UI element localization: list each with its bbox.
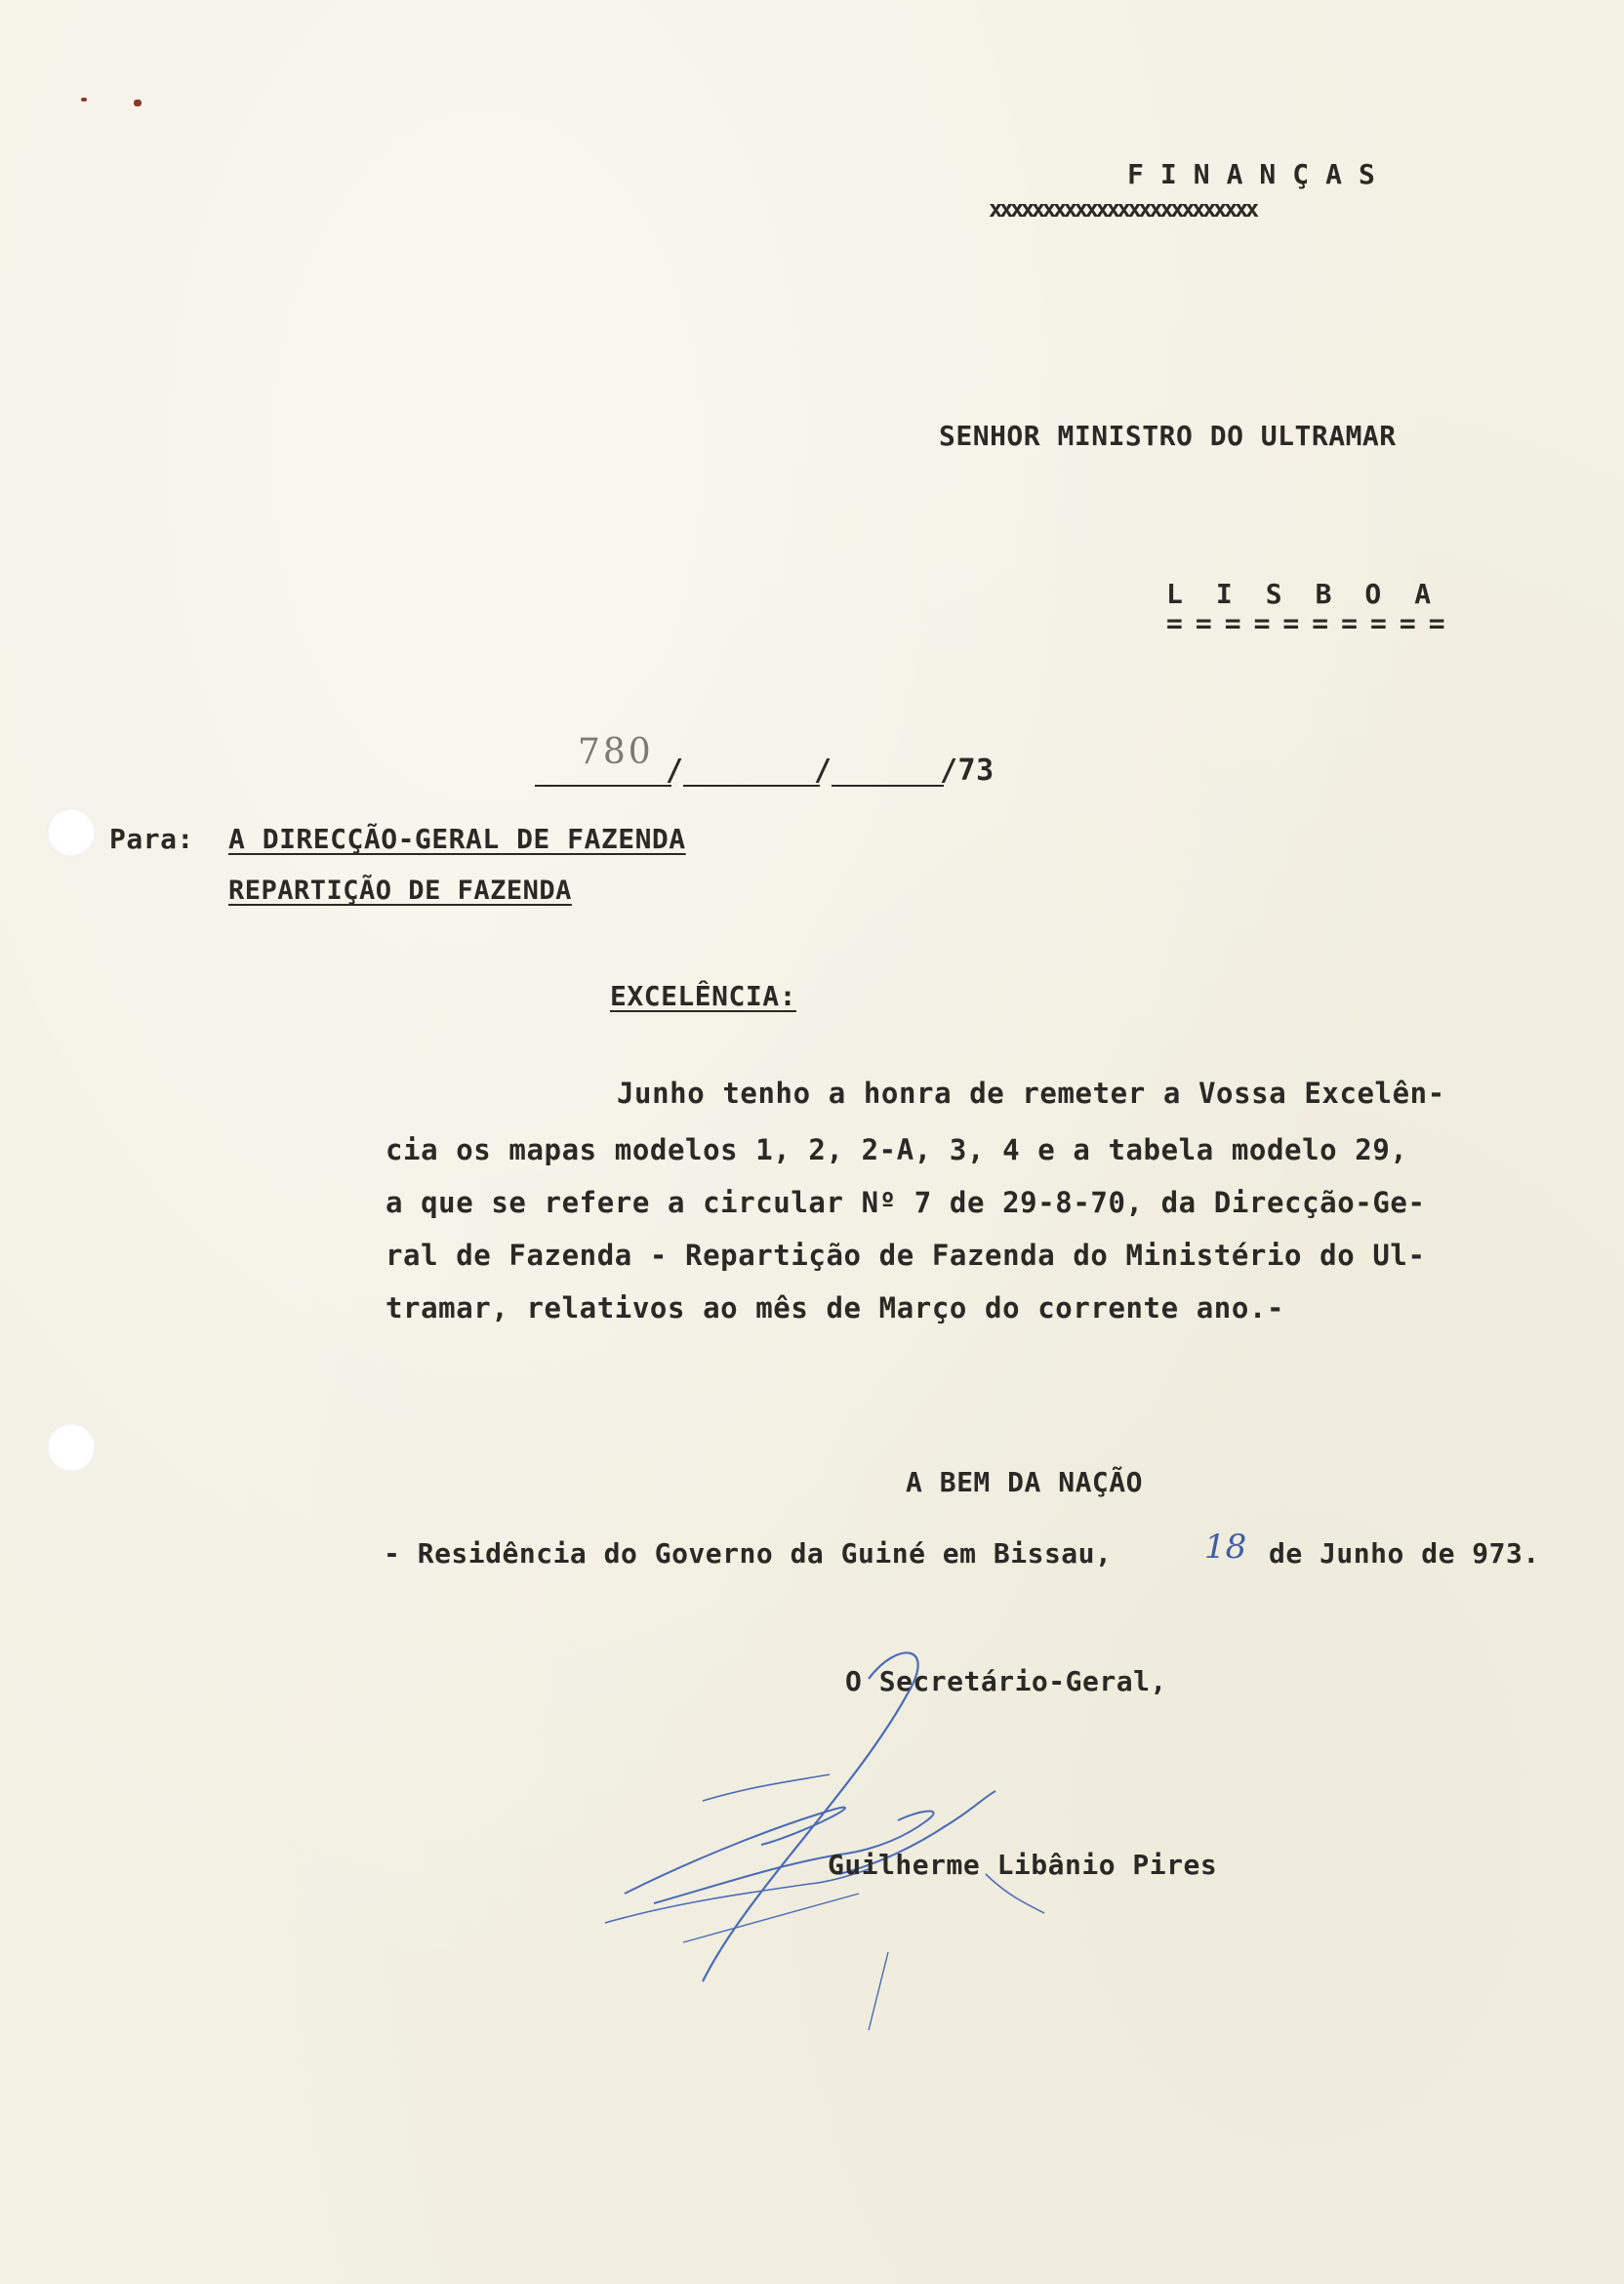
closing-signatory: Guilherme Libânio Pires [828,1849,1218,1881]
body-line-3: a que se refere a circular Nº 7 de 29-8-70, da Direcção-Ge- [386,1186,1426,1219]
addressee-title: SENHOR MINISTRO DO ULTRAMAR [939,420,1397,452]
addressee-city-rule: ========== [1166,607,1458,639]
punch-hole-top [47,808,96,857]
department-strikeout: xxxxxxxxxxxxxxxxxxxxxxxxx [989,195,1256,223]
reference-slash-1: / [666,754,684,788]
reference-number: 780 [578,732,654,772]
para-recipient-line1: A DIRECÇÃO-GERAL DE FAZENDA [228,823,686,855]
closing-title: O Secretário-Geral, [845,1665,1167,1697]
handwritten-signature [586,1601,1464,2030]
reference-line-3 [832,785,944,787]
stain-mark [134,100,142,106]
body-line-2: cia os mapas modelos 1, 2, 2-A, 3, 4 e a tabela modelo 29, [386,1133,1408,1166]
para-label: Para: [109,823,194,855]
closing-place-date-prefix: - Residência do Governo da Guiné em Bissau, [384,1537,1113,1570]
reference-year: /73 [940,754,995,788]
punch-hole-bottom [47,1423,96,1472]
para-recipient-line2: REPARTIÇÃO DE FAZENDA [228,876,572,906]
closing-place-date-suffix: de Junho de 973. [1269,1537,1540,1570]
department-heading: FINANÇAS [1127,158,1392,190]
stain-mark [81,98,87,102]
closing-motto: A BEM DA NAÇÃO [906,1466,1144,1498]
addressee-city: LISBOA [1166,578,1465,610]
reference-slash-2: / [814,754,832,788]
body-line-5: tramar, relativos ao mês de Março do corrente ano.- [386,1291,1285,1325]
reference-line-2 [683,785,820,787]
reference-line-1 [535,785,671,787]
salutation: EXCELÊNCIA: [610,980,796,1012]
body-line-4: ral de Fazenda - Repartição de Fazenda do Ministério do Ul- [386,1239,1426,1272]
body-line-1: Junho tenho a honra de remeter a Vossa Excelên- [617,1077,1445,1110]
closing-day-handwritten: 18 [1204,1528,1247,1567]
